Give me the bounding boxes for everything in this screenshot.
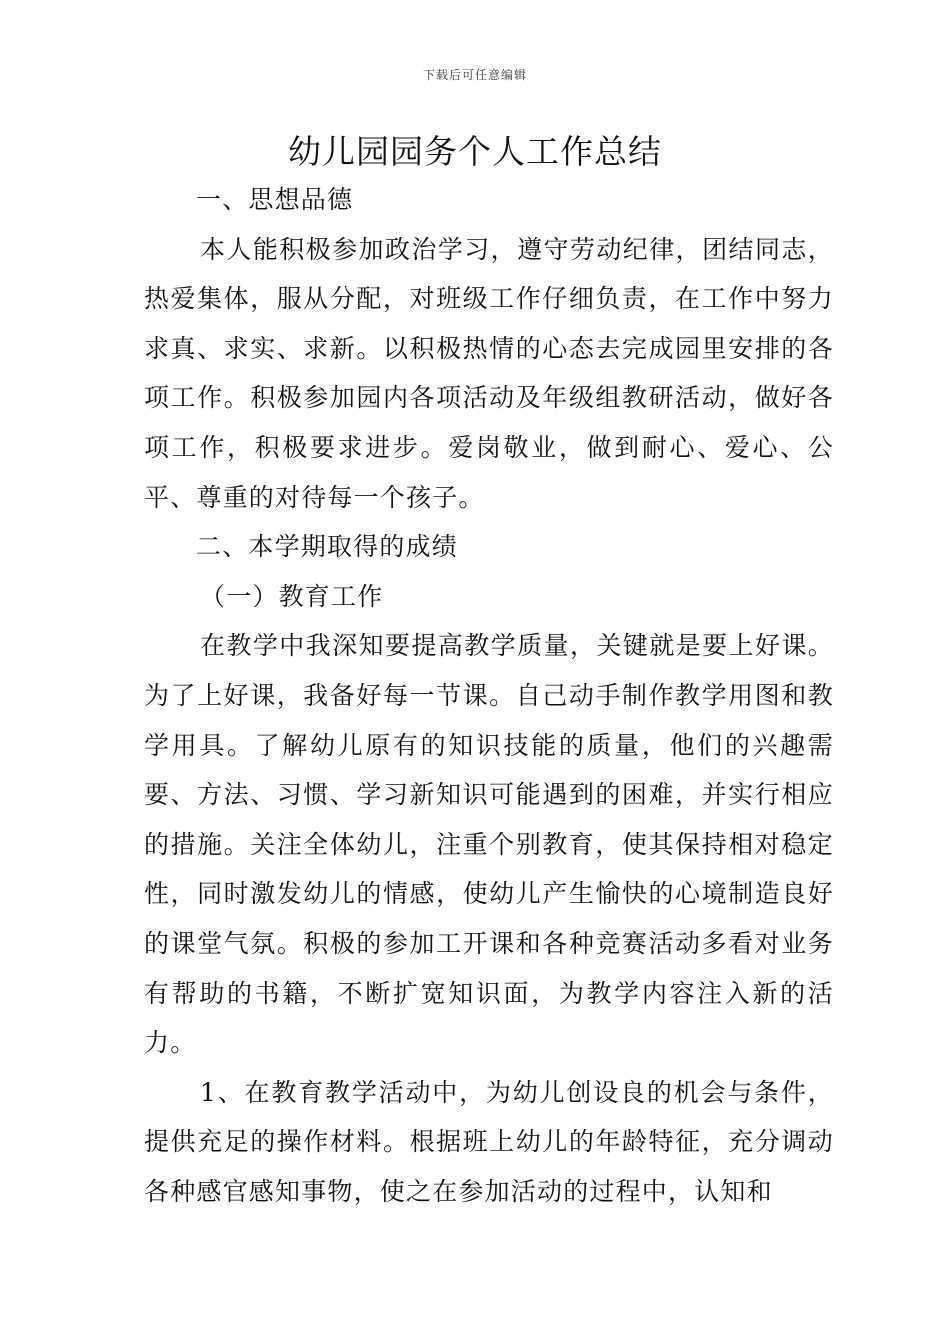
paragraph-activities: 1、在教育教学活动中，为幼儿创设良的机会与条件，提供充足的操作材料。根据班上幼儿的年龄特征，充分调动各种感官感知事物，使之在参加活动的过程中，认知和 — [144, 1077, 834, 1206]
document-title: 幼儿园园务个人工作总结 — [288, 132, 662, 171]
subsection-heading-education: （一）教育工作 — [200, 581, 384, 611]
paragraph-teaching: 在教学中我深知要提高教学质量，关键就是要上好课。为了上好课，我备好每一节课。自己动手制作教学用图和教学用具。了解幼儿原有的知识技能的质量，他们的兴趣需要、方法、习惯、学习新知识可能遇到的困难，并实行相应的措施。关注全体幼儿，注重个别教育，使其保持相对稳定性，同时激发幼儿的情感，使幼儿产生愉快的心境制造良好的课堂气氛。积极的参加工开课和各种竞赛活动多看对业务有帮助的书籍，不断扩宽知识面，为教学内容注入新的活力。 — [144, 631, 834, 1058]
page-header-note: 下载后可任意编辑 — [422, 68, 527, 82]
section-heading-ideology: 一、思想品德 — [196, 185, 354, 214]
paragraph-ideology: 本人能积极参加政治学习，遵守劳动纪律，团结同志，热爱集体，服从分配，对班级工作仔细负责，在工作中努力求真、求实、求新。以积极热情的心态去完成园里安排的各项工作。积极参加园内各项活动及年级组教研活动，做好各项工作，积极要求进步。爱岗敬业，做到耐心、爱心、公平、尊重的对待每一个孩子。 — [144, 234, 834, 512]
section-heading-achievements: 二、本学期取得的成绩 — [196, 532, 459, 562]
document-body — [144, 175, 834, 1216]
